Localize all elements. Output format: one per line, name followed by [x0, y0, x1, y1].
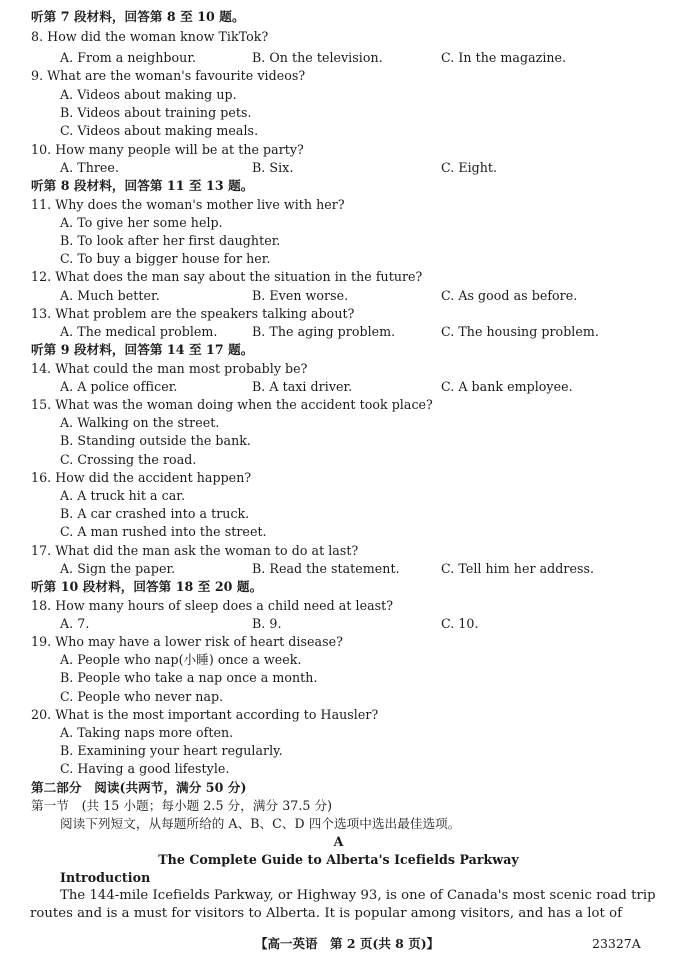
page-footer-label: 【高一英语 第 2 页(共 8 页)】 [255, 936, 440, 951]
passage-letter: A [333, 834, 344, 849]
option-c: C. Eight. [441, 160, 498, 175]
option-c: C. 10. [441, 616, 479, 631]
option-b: B. Six. [252, 160, 294, 175]
question-stem: 10. How many people will be at the party? [31, 142, 304, 157]
instruction: 阅读下列短文，从每题所给的 A、B、C、D 四个选项中选出最佳选项。 [60, 816, 461, 831]
option-c: C. A bank employee. [441, 379, 573, 394]
option-a: A. Three. [60, 160, 119, 175]
option-c: C. A man rushed into the street. [60, 524, 267, 539]
option-c: C. Having a good lifestyle. [60, 761, 230, 776]
option-a: A. Videos about making up. [60, 87, 237, 102]
question-stem: 15. What was the woman doing when the accident took place? [31, 397, 433, 412]
question-stem: 11. Why does the woman's mother live with her? [31, 197, 345, 212]
passage-text-line: The 144-mile Icefields Parkway, or Highway 93, is one of Canada's most scenic road trip [60, 888, 656, 903]
question-stem: 18. How many hours of sleep does a child need at least? [31, 598, 394, 613]
option-b: B. A taxi driver. [252, 379, 353, 394]
option-c: C. To buy a bigger house for her. [60, 251, 271, 266]
option-c: C. Videos about making meals. [60, 123, 259, 138]
option-b: B. People who take a nap once a month. [60, 670, 318, 685]
option-c: C. In the magazine. [441, 50, 567, 65]
option-b: B. A car crashed into a truck. [60, 506, 250, 521]
question-stem: 12. What does the man say about the situation in the future? [31, 269, 423, 284]
option-b: B. Videos about training pets. [60, 105, 252, 120]
option-b: B. Read the statement. [252, 561, 400, 576]
option-a: A. From a neighbour. [60, 50, 197, 65]
option-a: A. Sign the paper. [60, 561, 176, 576]
option-b: B. Examining your heart regularly. [60, 743, 283, 758]
option-b: B. Even worse. [252, 288, 349, 303]
page-footer-code: 23327A [592, 936, 641, 951]
section-note: 第一节 (共 15 小题；每小题 2.5 分，满分 37.5 分) [31, 798, 333, 813]
option-a: A. Walking on the street. [60, 415, 220, 430]
passage-title: The Complete Guide to Alberta's Icefields Parkway [158, 852, 519, 867]
question-stem: 17. What did the man ask the woman to do at last? [31, 543, 359, 558]
option-c: C. The housing problem. [441, 324, 599, 339]
passage-text-line: routes and is a must for visitors to Alberta. It is popular among visitors, and has a lot of [30, 906, 622, 921]
question-stem: 14. What could the man most probably be? [31, 361, 308, 376]
section-heading: 听第 10 段材料，回答第 18 至 20 题。 [31, 579, 263, 594]
question-stem: 20. What is the most important according to Hausler? [31, 707, 379, 722]
option-b: B. On the television. [252, 50, 383, 65]
section-heading: 听第 7 段材料，回答第 8 至 10 题。 [31, 9, 245, 24]
option-c: C. Tell him her address. [441, 561, 595, 576]
question-stem: 9. What are the woman's favourite videos? [31, 68, 306, 83]
option-a: A. A police officer. [60, 379, 178, 394]
option-b: B. The aging problem. [252, 324, 396, 339]
option-c: C. As good as before. [441, 288, 578, 303]
question-stem: 13. What problem are the speakers talking about? [31, 306, 355, 321]
part-heading: 第二部分 阅读(共两节，满分 50 分) [31, 780, 247, 795]
option-a: A. To give her some help. [60, 215, 223, 230]
option-b: B. To look after her first daughter. [60, 233, 281, 248]
option-a: A. 7. [60, 616, 90, 631]
option-a: A. A truck hit a car. [60, 488, 186, 503]
option-a: A. People who nap(小睡) once a week. [60, 652, 302, 667]
option-a: A. Much better. [60, 288, 160, 303]
option-a: A. The medical problem. [60, 324, 218, 339]
option-b: B. Standing outside the bank. [60, 433, 251, 448]
question-stem: 16. How did the accident happen? [31, 470, 252, 485]
passage-subheading: Introduction [60, 870, 151, 885]
option-c: C. Crossing the road. [60, 452, 197, 467]
option-a: A. Taking naps more often. [60, 725, 234, 740]
section-heading: 听第 9 段材料，回答第 14 至 17 题。 [31, 342, 254, 357]
section-heading: 听第 8 段材料，回答第 11 至 13 题。 [31, 178, 254, 193]
option-c: C. People who never nap. [60, 689, 224, 704]
question-stem: 8. How did the woman know TikTok? [31, 29, 269, 44]
question-stem: 19. Who may have a lower risk of heart disease? [31, 634, 343, 649]
option-b: B. 9. [252, 616, 282, 631]
